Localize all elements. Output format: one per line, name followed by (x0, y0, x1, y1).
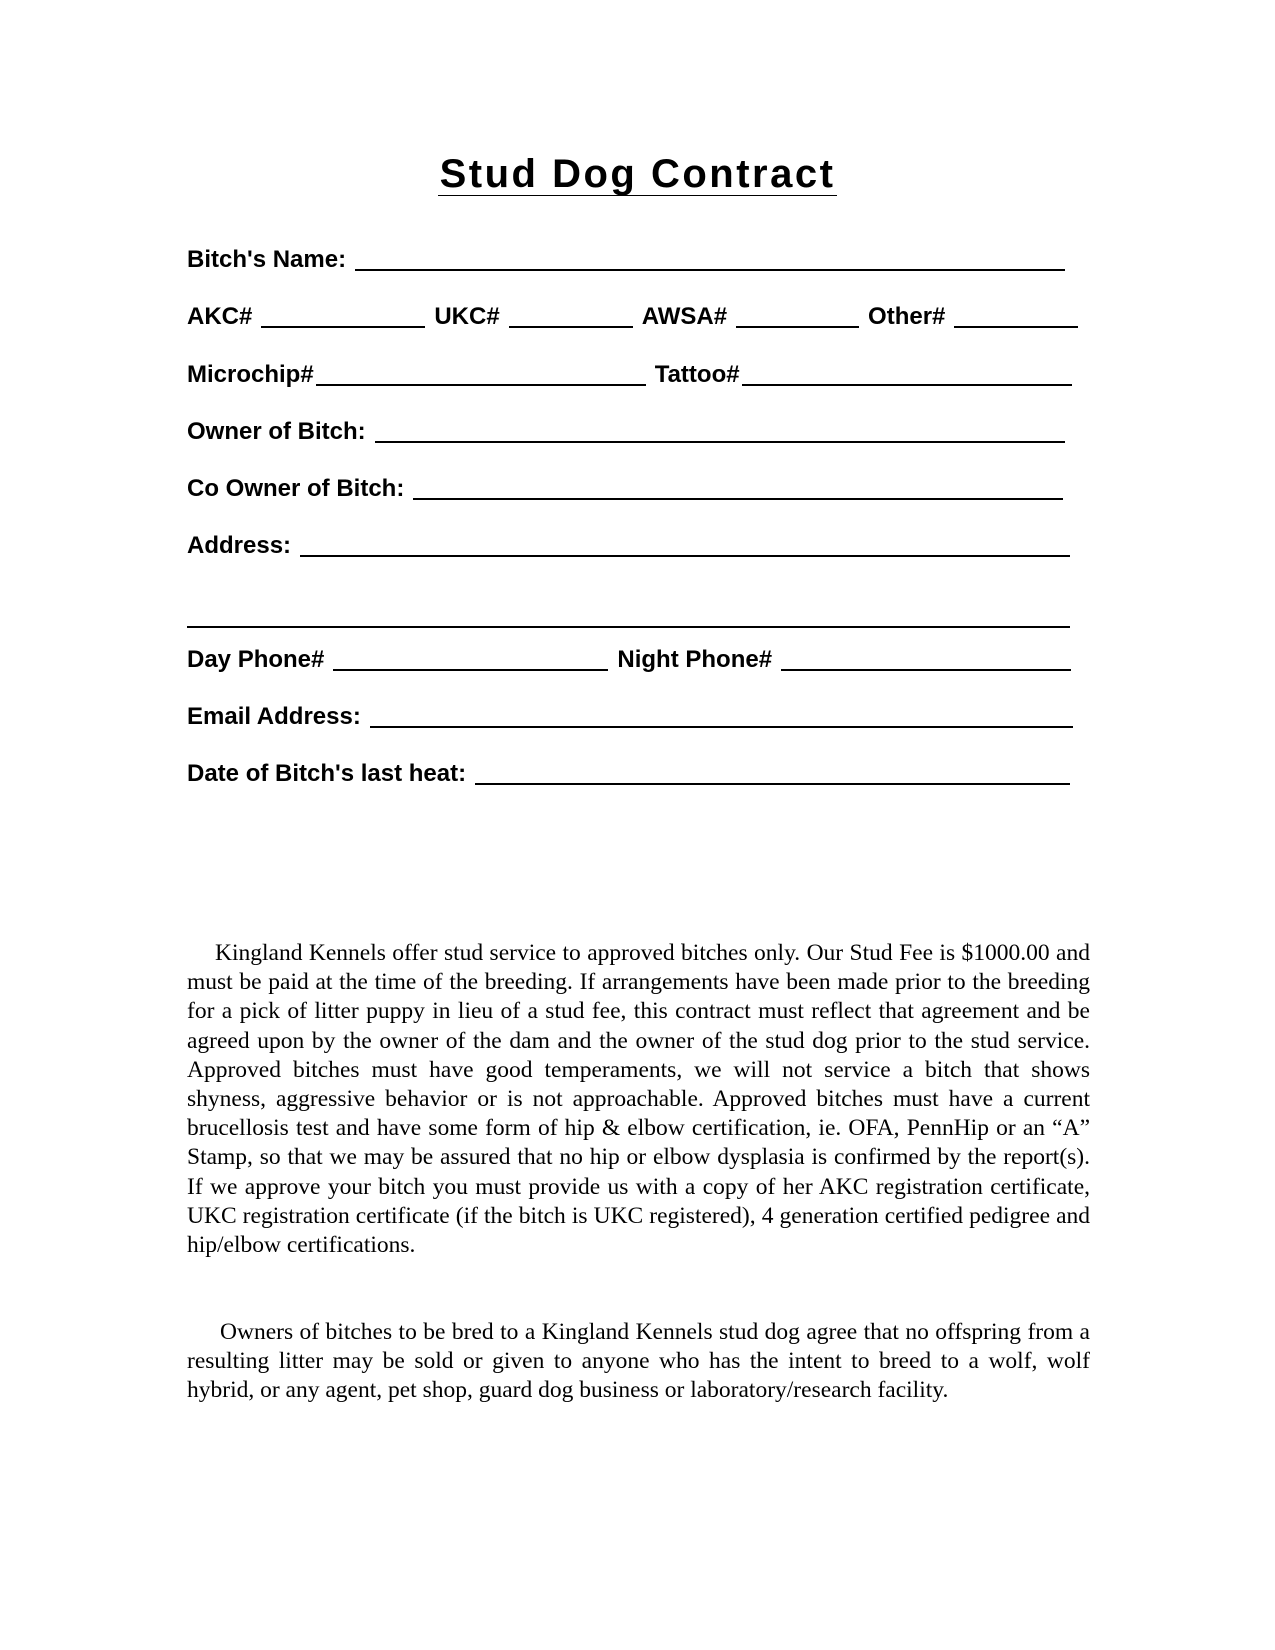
owner-input-line[interactable] (375, 441, 1065, 443)
bitch-name-label: Bitch's Name: (187, 246, 347, 273)
ukc-input-line[interactable] (509, 326, 633, 328)
owner-label: Owner of Bitch: (187, 418, 366, 445)
microchip-label: Microchip# (187, 361, 314, 388)
phone-row (187, 643, 1071, 673)
address-line-2-field (187, 600, 1070, 630)
microchip-tattoo-row (187, 358, 1072, 388)
night-phone-label: Night Phone# (617, 646, 773, 673)
terms-paragraph-1-text: Kingland Kennels offer stud service to approved bitches only. Our Stud Fee is $1000.00 and must be paid at the time of the breeding. If arrangements have been made prior to the breeding for a pick of litter puppy in lieu of a stud fee, this contract must reflect that agreement and be agreed upon by the owner of the dam and the owner of the stud dog prior to the stud service. Approved bitches must have good temperaments, we will not service a bitch that shows shyness, aggressive behavior or is not approachable. Approved bitches must have a current brucellosis test and have some form of hip & elbow certification, ie. OFA, PennHip or an “A” Stamp, so that we may be assured that no hip or elbow dysplasia is confirmed by the report(s). If we approve your bitch you must provide us with a copy of her AKC registration certificate, UKC registration certificate (if the bitch is UKC registered), 4 generation certified pedigree and hip/elbow certifications. (187, 940, 1090, 1259)
document-title (0, 150, 1275, 198)
day-phone-label: Day Phone# (187, 646, 325, 673)
title-text: Stud Dog Contract (439, 152, 836, 196)
tattoo-input-line[interactable] (742, 384, 1072, 386)
terms-paragraph-1 (187, 939, 1090, 1260)
co-owner-label: Co Owner of Bitch: (187, 475, 405, 502)
co-owner-field (187, 472, 1063, 502)
last-heat-input-line[interactable] (475, 783, 1070, 785)
other-label: Other# (868, 303, 946, 330)
terms-paragraph-2-text: Owners of bitches to be bred to a Kingland Kennels stud dog agree that no offspring from a resulting litter may be sold or given to anyone who has the intent to breed to a wolf, wolf hybrid, or any agent, pet shop, guard dog business or laboratory/research facility. (187, 1319, 1090, 1404)
night-phone-input-line[interactable] (781, 669, 1071, 671)
co-owner-input-line[interactable] (413, 498, 1063, 500)
email-input-line[interactable] (370, 726, 1073, 728)
address-input-line[interactable] (300, 555, 1070, 557)
registration-numbers-row (187, 300, 1078, 330)
address-field (187, 529, 1070, 559)
last-heat-label: Date of Bitch's last heat: (187, 760, 467, 787)
akc-input-line[interactable] (261, 326, 425, 328)
address-label: Address: (187, 532, 292, 559)
email-field (187, 700, 1073, 730)
email-label: Email Address: (187, 703, 361, 730)
awsa-input-line[interactable] (736, 326, 859, 328)
awsa-label: AWSA# (641, 303, 728, 330)
bitch-name-input-line[interactable] (355, 269, 1065, 271)
akc-label: AKC# (187, 303, 253, 330)
bitch-name-field (187, 243, 1065, 273)
other-input-line[interactable] (954, 326, 1078, 328)
owner-field (187, 415, 1065, 445)
day-phone-input-line[interactable] (333, 669, 608, 671)
tattoo-label: Tattoo# (654, 361, 740, 388)
ukc-label: UKC# (434, 303, 500, 330)
terms-paragraph-2 (187, 1318, 1090, 1406)
microchip-input-line[interactable] (316, 384, 646, 386)
last-heat-field (187, 757, 1070, 787)
address-line-2-input-line[interactable] (187, 626, 1070, 628)
